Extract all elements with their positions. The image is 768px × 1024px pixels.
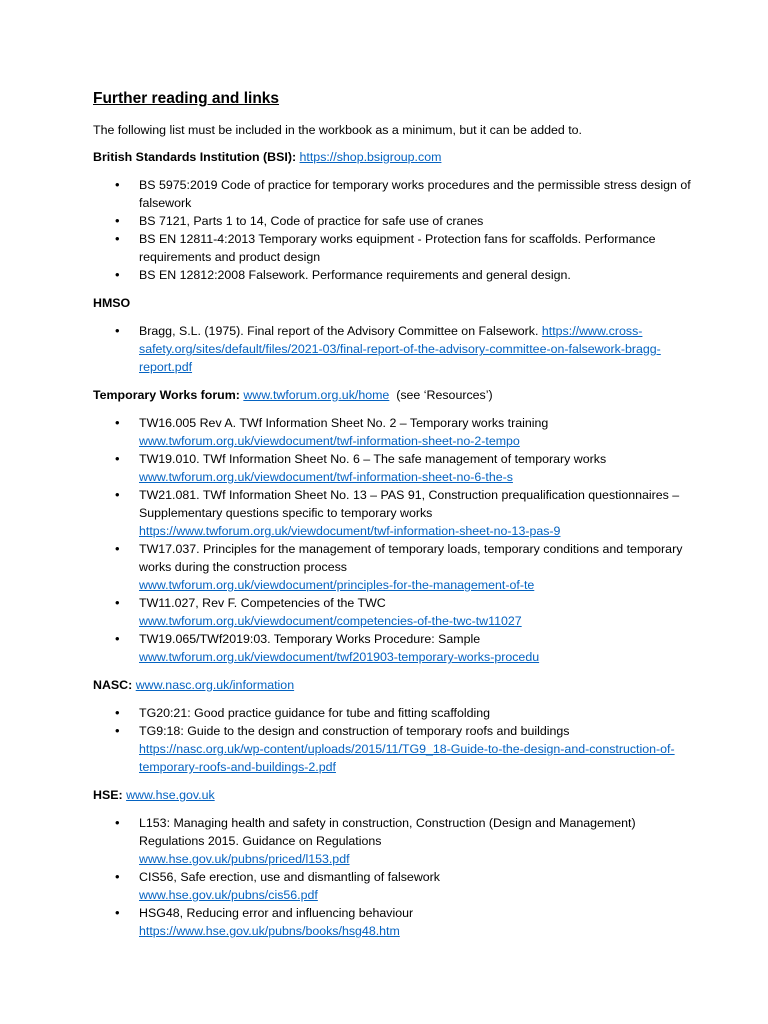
list-item-text: BS 7121, Parts 1 to 14, Code of practice for safe use of cranes: [139, 214, 484, 228]
twf-list: [93, 414, 693, 666]
list-item: [93, 212, 693, 230]
list-item-text: TG9:18: Guide to the design and construction of temporary roofs and buildings: [139, 724, 570, 738]
nasc-label: NASC:: [93, 678, 133, 692]
list-item-text: BS EN 12811-4:2013 Temporary works equipment - Protection fans for scaffolds. Performance requirements and product design: [139, 232, 656, 264]
intro-text: The following list must be included in the workbook as a minimum, but it can be added to.: [93, 123, 583, 137]
list-item-text: Bragg, S.L. (1975). Final report of the Advisory Committee on Falsework.: [139, 324, 539, 338]
section-hmso-heading: [93, 294, 693, 312]
list-item-link[interactable]: https://www.hse.gov.uk/pubns/books/hsg48.htm: [139, 924, 400, 938]
list-item-link[interactable]: www.twforum.org.uk/viewdocument/competencies-of-the-twc-tw11027: [139, 614, 522, 628]
list-item-link[interactable]: www.twforum.org.uk/viewdocument/twf201903-temporary-works-procedu: [139, 650, 540, 664]
list-item-text: TW21.081. TWf Information Sheet No. 13 – PAS 91, Construction prequalification questionnaires – Supplementary questions specific to temporary works: [139, 488, 680, 520]
twf-label: Temporary Works forum:: [93, 388, 240, 402]
list-item: [93, 904, 693, 940]
list-item: [93, 722, 693, 776]
list-item: [93, 266, 693, 284]
list-item: [93, 230, 693, 266]
bsi-label: British Standards Institution (BSI):: [93, 150, 297, 164]
list-item: [93, 814, 693, 868]
list-item-link[interactable]: www.hse.gov.uk/pubns/priced/l153.pdf: [139, 852, 350, 866]
list-item: [93, 594, 693, 630]
hmso-label: HMSO: [93, 296, 131, 310]
list-item-text: TW11.027, Rev F. Competencies of the TWC: [139, 596, 386, 610]
list-item-link[interactable]: https://nasc.org.uk/wp-content/uploads/2015/11/TG9_18-Guide-to-the-design-and-construction-of-temporary-roofs-and-buildings-2.pdf: [139, 742, 675, 774]
list-item: [93, 704, 693, 722]
list-item: [93, 450, 693, 486]
list-item-link[interactable]: www.twforum.org.uk/viewdocument/principles-for-the-management-of-te: [139, 578, 535, 592]
list-item-text: TW19.010. TWf Information Sheet No. 6 – The safe management of temporary works: [139, 452, 607, 466]
list-item-text: HSG48, Reducing error and influencing behaviour: [139, 906, 414, 920]
section-nasc-heading: [93, 676, 693, 694]
list-item: [93, 486, 693, 540]
document-page: [93, 88, 693, 950]
list-item-link[interactable]: https://www.cross-safety.org/sites/default/files/2021-03/final-report-of-the-advisory-committee-on-falsework-bragg-report.pdf: [139, 324, 661, 374]
list-item-text: L153: Managing health and safety in construction, Construction (Design and Management) Regulations 2015. Guidance on Regulations: [139, 816, 636, 848]
list-item: [93, 322, 693, 376]
list-item: [93, 540, 693, 594]
nasc-list: [93, 704, 693, 776]
list-item-text: CIS56, Safe erection, use and dismantling of falsework: [139, 870, 440, 884]
list-item-text: BS EN 12812:2008 Falsework. Performance requirements and general design.: [139, 268, 571, 282]
list-item-link[interactable]: www.twforum.org.uk/viewdocument/twf-information-sheet-no-2-tempo: [139, 434, 520, 448]
page-title: Further reading and links: [93, 90, 280, 107]
twf-suffix: (see ‘Resources’): [396, 388, 493, 402]
list-item-link[interactable]: https://www.twforum.org.uk/viewdocument/twf-information-sheet-no-13-pas-9: [139, 524, 561, 538]
list-item: [93, 630, 693, 666]
bsi-link[interactable]: https://shop.bsigroup.com: [299, 150, 442, 164]
list-item-text: TG20:21: Good practice guidance for tube and fitting scaffolding: [139, 706, 491, 720]
hse-label: HSE:: [93, 788, 123, 802]
list-item-text: TW19.065/TWf2019:03. Temporary Works Procedure: Sample: [139, 632, 481, 646]
list-item: [93, 414, 693, 450]
hmso-list: [93, 322, 693, 376]
hse-link[interactable]: www.hse.gov.uk: [126, 788, 215, 802]
section-twf-heading: [93, 386, 693, 404]
list-item-text: TW16.005 Rev A. TWf Information Sheet No. 2 – Temporary works training: [139, 416, 549, 430]
list-item-link[interactable]: www.hse.gov.uk/pubns/cis56.pdf: [139, 888, 318, 902]
hse-list: [93, 814, 693, 940]
bsi-list: [93, 176, 693, 284]
list-item-text: TW17.037. Principles for the management of temporary loads, temporary conditions and temporary works during the construction process: [139, 542, 683, 574]
list-item: [93, 868, 693, 904]
nasc-link[interactable]: www.nasc.org.uk/information: [135, 678, 295, 692]
twf-link[interactable]: www.twforum.org.uk/home: [243, 388, 390, 402]
list-item: [93, 176, 693, 212]
section-hse-heading: [93, 786, 693, 804]
section-bsi-heading: [93, 148, 693, 166]
list-item-link[interactable]: www.twforum.org.uk/viewdocument/twf-information-sheet-no-6-the-s: [139, 470, 513, 484]
list-item-text: BS 5975:2019 Code of practice for temporary works procedures and the permissible stress design of falsework: [139, 178, 691, 210]
